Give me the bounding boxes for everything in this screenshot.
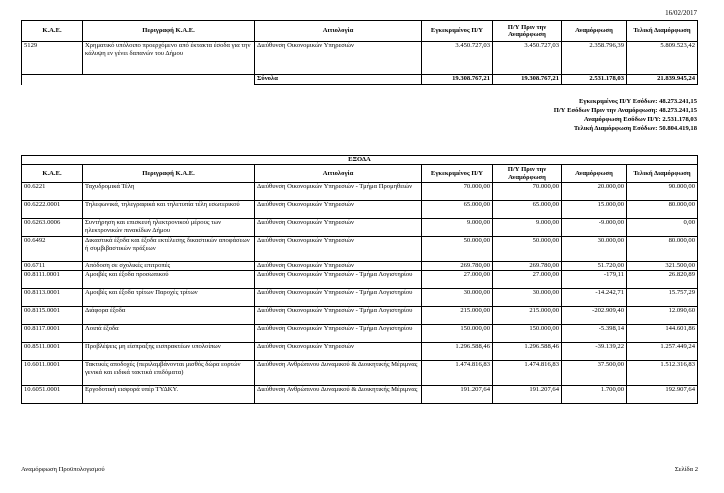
cell-approved: 3.450.727,03 [422,42,493,75]
expenses-title-row [22,156,698,165]
cell-kae: 00.8117.0001 [22,325,83,343]
cell-kae: 00.6222.0001 [22,201,83,219]
header-amendment: Αναμόρφωση [562,21,627,42]
cell-kae: 00.6263.0006 [22,219,83,237]
cell-final: 90.000,00 [627,183,698,201]
cell-amendment: 1.700,00 [562,386,627,404]
table-row [22,42,698,75]
totals-row [22,75,698,85]
cell-before: 1.296.588,46 [493,343,562,361]
cell-before: 191.207,64 [493,386,562,404]
cell-kae: 5129 [22,42,83,75]
cell-final: 15.757,29 [627,289,698,307]
total-approved: 19.308.767,21 [422,75,493,85]
table-row [22,289,698,307]
cell-amendment: -179,11 [562,271,627,289]
table-row [22,183,698,201]
cell-description: Συντήρηση και επισκευή ηλεκτρονικού μέρους των ηλεκτρονικών πινακίδων Δήμου [83,219,255,237]
cell-before: 215.000,00 [493,307,562,325]
cell-approved: 30.000,00 [422,289,493,307]
cell-description: Προβλέψεις μη είσπραξης εισπρακτέων υπολοίπων [83,343,255,361]
cell-before: 269.780,00 [493,262,562,271]
expenses-body [22,183,698,404]
cell-before: 70.000,00 [493,183,562,201]
cell-final: 0,00 [627,219,698,237]
cell-final: 1.257.449,24 [627,343,698,361]
cell-reason: Διεύθυνση Οικονομικών Υπηρεσιών [255,201,422,219]
cell-approved: 269.780,00 [422,262,493,271]
cell-before: 150.000,00 [493,325,562,343]
table-row [22,237,698,262]
revenue-header-row [22,21,698,42]
cell-before: 50.000,00 [493,237,562,262]
cell-final: 192.907,64 [627,386,698,404]
cell-amendment: 2.358.796,39 [562,42,627,75]
cell-final: 321.500,00 [627,262,698,271]
cell-amendment: -14.242,71 [562,289,627,307]
table-row [22,325,698,343]
totals-label: Σύνολα [255,75,422,85]
header-description: Περιγραφή Κ.Α.Ε. [83,165,255,183]
revenue-summary [397,97,697,133]
header-description: Περιγραφή Κ.Α.Ε. [83,21,255,42]
table-row [22,386,698,404]
cell-reason: Διεύθυνση Οικονομικών Υπηρεσιών - Τμήμα Λογιστηρίου [255,307,422,325]
header-before: Π/Υ Πριν την Αναμόρφωση [493,165,562,183]
cell-before: 3.450.727,03 [493,42,562,75]
cell-final: 80.000,00 [627,237,698,262]
cell-kae: 10.6011.0001 [22,361,83,386]
cell-amendment: 37.500,00 [562,361,627,386]
cell-kae: 00.6711 [22,262,83,271]
table-row [22,201,698,219]
cell-reason: Διεύθυνση Οικονομικών Υπηρεσιών - Τμήμα Λογιστηρίου [255,289,422,307]
table-row [22,262,698,271]
cell-reason: Διεύθυνση Οικονομικών Υπηρεσιών - Τμήμα Λογιστηρίου [255,325,422,343]
cell-before: 1.474.816,83 [493,361,562,386]
cell-reason: Διεύθυνση Οικονομικών Υπηρεσιών [255,262,422,271]
cell-description: Ταχυδρομικά Τέλη [83,183,255,201]
footer-left: Αναμόρφωση Προϋπολογισμού [21,466,105,473]
header-approved: Εγκεκριμένος Π/Υ [422,165,493,183]
cell-before: 65.000,00 [493,201,562,219]
cell-amendment: 51.720,00 [562,262,627,271]
cell-description: Δικαστικά έξοδα και έξοδα εκτέλεσης δικαστικών αποφάσεων ή συμβιβαστικών πράξεων [83,237,255,262]
cell-reason: Διεύθυνση Οικονομικών Υπηρεσιών - Τμήμα Προμηθειών [255,183,422,201]
cell-final: 12.090,60 [627,307,698,325]
cell-amendment: -202.909,40 [562,307,627,325]
cell-before: 27.000,00 [493,271,562,289]
table-row [22,361,698,386]
cell-amendment: -5.398,14 [562,325,627,343]
total-amendment: 2.531.178,03 [562,75,627,85]
header-reason: Αιτιολογία [255,165,422,183]
cell-kae: 00.6492 [22,237,83,262]
cell-approved: 65.000,00 [422,201,493,219]
cell-final: 26.820,89 [627,271,698,289]
cell-final: 1.512.316,83 [627,361,698,386]
total-final: 21.839.945,24 [627,75,698,85]
cell-description: Εργοδοτική εισφορά υπέρ ΤΥΔΚΥ. [83,386,255,404]
cell-kae: 00.6221 [22,183,83,201]
cell-description: Απόδοση σε σχολικές επιτροπές [83,262,255,271]
cell-reason: Διεύθυνση Οικονομικών Υπηρεσιών [255,343,422,361]
cell-description: Αμοιβές και έξοδα τρίτων Παροχές τρίτων [83,289,255,307]
cell-amendment: 15.000,00 [562,201,627,219]
expenses-table [21,155,698,404]
cell-approved: 191.207,64 [422,386,493,404]
cell-approved: 27.000,00 [422,271,493,289]
document-date: 16/02/2017 [665,9,697,17]
header-final: Τελική Διαμόρφωση [627,165,698,183]
header-amendment: Αναμόρφωση [562,165,627,183]
cell-approved: 70.000,00 [422,183,493,201]
cell-amendment: -39.139,22 [562,343,627,361]
cell-kae: 10.6051.0001 [22,386,83,404]
cell-kae: 00.8111.0001 [22,271,83,289]
cell-kae: 00.8115.0001 [22,307,83,325]
cell-approved: 50.000,00 [422,237,493,262]
cell-kae: 00.8113.0001 [22,289,83,307]
footer-page-number: Σελίδα 2 [674,466,698,473]
cell-reason: Διεύθυνση Ανθρώπινου Δυναμικού & Διοικητικής Μέριμνας [255,386,422,404]
cell-amendment: 20.000,00 [562,183,627,201]
table-row [22,307,698,325]
cell-final: 80.000,00 [627,201,698,219]
cell-reason: Διεύθυνση Οικονομικών Υπηρεσιών [255,42,422,75]
cell-approved: 215.000,00 [422,307,493,325]
blank-cell [83,75,255,85]
cell-description: Αμοιβές και έξοδα προσωπικού [83,271,255,289]
header-before: Π/Υ Πριν την Αναμόρφωση [493,21,562,42]
blank-cell [22,75,83,85]
cell-description: Λοιπά έξοδα [83,325,255,343]
expenses-header-row [22,165,698,183]
cell-description: Τακτικές αποδοχές (περιλαμβάνονται μισθός δώρα εορτών γενικά και ειδικά τακτικά επιδόματα) [83,361,255,386]
table-row [22,271,698,289]
summary-final: Τελική Διαμόρφωση Εσόδων: 50.804.419,18 [573,125,697,132]
table-row [22,219,698,237]
cell-reason: Διεύθυνση Οικονομικών Υπηρεσιών - Τμήμα Λογιστηρίου [255,271,422,289]
header-kae: Κ.Α.Ε. [22,165,83,183]
cell-approved: 9.000,00 [422,219,493,237]
total-before: 19.308.767,21 [493,75,562,85]
revenue-table [21,20,698,85]
cell-before: 9.000,00 [493,219,562,237]
cell-kae: 00.8511.0001 [22,343,83,361]
cell-reason: Διεύθυνση Οικονομικών Υπηρεσιών [255,219,422,237]
cell-before: 30.000,00 [493,289,562,307]
cell-approved: 150.000,00 [422,325,493,343]
cell-reason: Διεύθυνση Οικονομικών Υπηρεσιών [255,237,422,262]
summary-before: Π/Υ Εσόδων Πριν την Αναμόρφωση: 48.273.241,15 [553,107,697,114]
cell-approved: 1.296.588,46 [422,343,493,361]
expenses-title: ΕΞΟΔΑ [22,156,698,165]
header-kae: Κ.Α.Ε. [22,21,83,42]
cell-description: Χρηματικό υπόλοιπο προερχόμενο από έκτακτα έσοδα για την κάλυψη εν γένει δαπανών του Δήμου [83,42,255,75]
summary-amendment: Αναμόρφωση Εσόδων Π/Υ: 2.531.178,03 [583,116,697,123]
cell-amendment: 30.000,00 [562,237,627,262]
cell-reason: Διεύθυνση Ανθρώπινου Δυναμικού & Διοικητικής Μέριμνας [255,361,422,386]
table-row [22,343,698,361]
summary-approved: Εγκεκριμένος Π/Υ Εσόδων: 48.273.241,15 [578,98,697,105]
cell-description: Διάφορα έξοδα [83,307,255,325]
cell-final: 144.601,86 [627,325,698,343]
cell-approved: 1.474.816,83 [422,361,493,386]
header-approved: Εγκεκριμένος Π/Υ [422,21,493,42]
cell-final: 5.809.523,42 [627,42,698,75]
cell-amendment: -9.000,00 [562,219,627,237]
header-reason: Αιτιολογία [255,21,422,42]
cell-description: Τηλεφωνικά, τηλεγραφικά και τηλετυπία τέλη εσωτερικού [83,201,255,219]
header-final: Τελική Διαμόρφωση [627,21,698,42]
